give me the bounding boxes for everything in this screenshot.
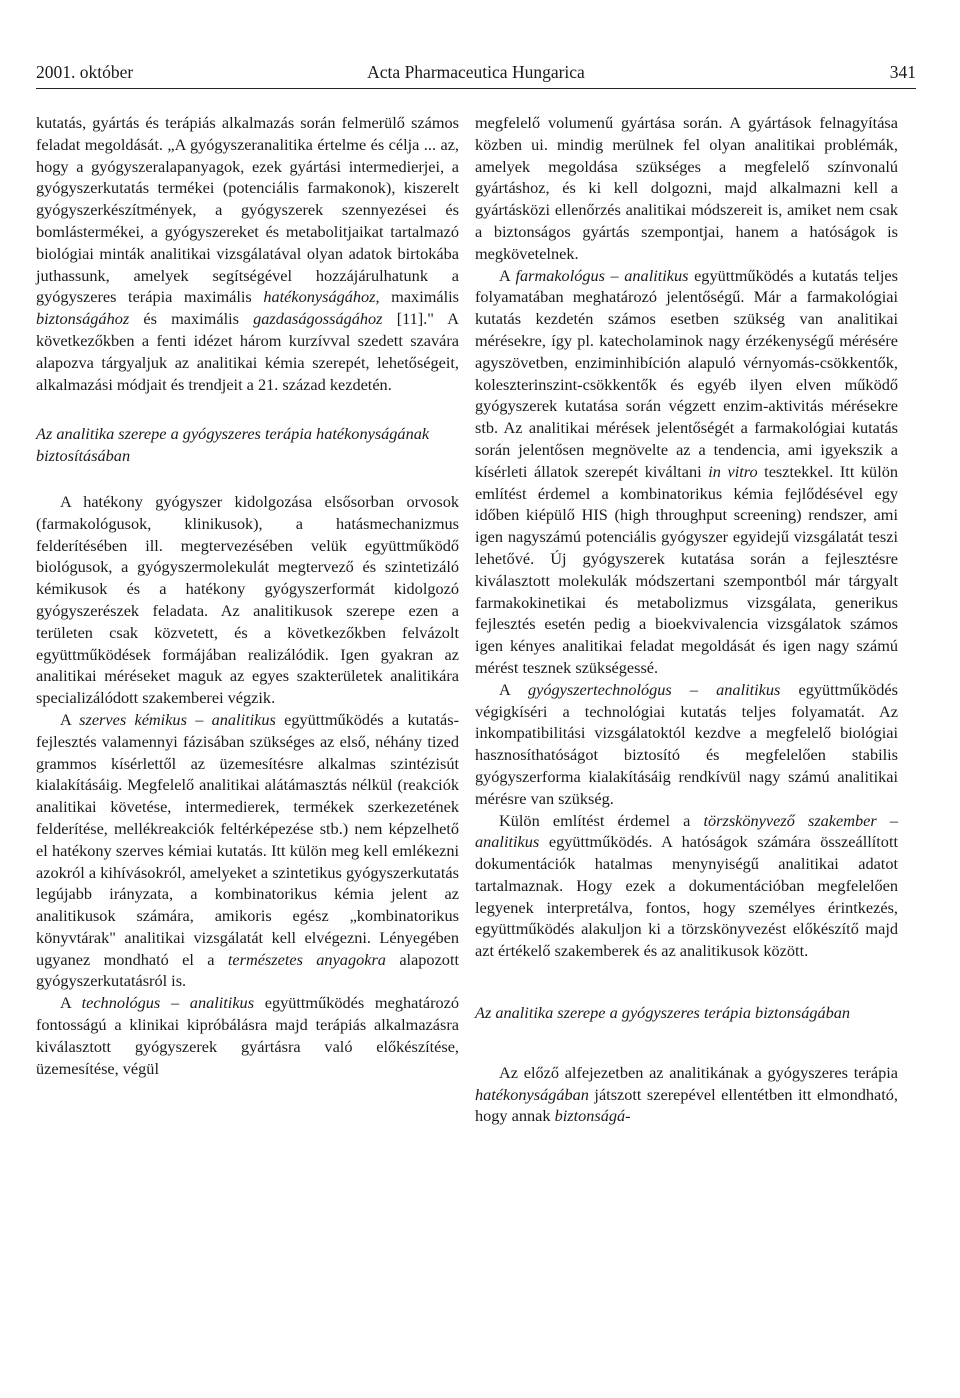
running-header — [36, 62, 916, 88]
paragraph: A gyógyszertechnológus – analitikus együttműködés végigkíséri a technológiai kutatás teljes folyamatát. Az inkompatibilitási vizsgálatoktól kezdve a megfelelő biológiai hasznosíthatóságot biztosító és megfelelően stabilis gyógyszerforma kialakításáig rendkívül nagy számú analitikai mérésre van szükség. — [475, 679, 898, 808]
journal-name: Acta Pharmaceutica Hungarica — [367, 62, 585, 82]
paragraph: A technológus – analitikus együttműködés meghatározó fontosságú a klinikai kipróbálásra majd terápiás alkalmazásra kiválasztott gyógyszerek gyártásra való előkészítése, üzemesítése, végül — [36, 993, 460, 1078]
paragraph: A farmakológus – analitikus együttműködés a kutatás teljes folyamatában meghatározó jelentőségű. Már a farmakológiai kutatás kezdetén számos esetben szükség van analitikai mérésekre, így pl. katecholaminok nagy érzékenységű mérésére agyszövetben, enziminhibíción alapuló vérnyomás-csökkentők, koleszterinszint-csökkentők és egyéb ilyen elven működő gyógyszerek kutatása során végzett enzim-aktivitás mérésekre stb. Az analitikai mérések jelentőségét a farmakológiai kutatás során jelentősen megnövelte az a tendencia, ami igyekszik a kísérleti állatok szerepét kiváltani in vitro tesztekkel. Itt külön említést érdemel a kombinatorikus kémia fejlődésével egy időben kiépülő HIS (high throughput screening) rendszer, ami igen nagyszámú potenciális gyógyszer egyidejű vizsgálatát teszi lehetővé. Új gyógyszerek kutatása során a fejlesztésre kiválasztott molekulák módszertani szempontból már tárgyalt farmakokinetikai és metabolizmus vizsgálata, generikus fejlesztés esetén pedig a bioekvivalencia vizsgálatok számos igen kényes analitikai feladat megoldását és igen nagy számú mérést tesznek szükségessé. — [475, 265, 898, 677]
page-number: 341 — [889, 62, 916, 82]
section-heading: Az analitika szerepe a gyógyszeres terápia hatékonyságának biztosításában — [36, 424, 430, 466]
left-column — [36, 112, 459, 1079]
header-rule — [36, 88, 916, 89]
paragraph: A hatékony gyógyszer kidolgozása elsősorban orvosok (farmakológusok, klinikusok), a hatásmechanizmus felderítésében ill. megtervezésében velük együttműködő biológusok, a gyógyszermolekulát megtervező és szintetizáló kémikusok és a hatékony gyógyszerformát kidolgozó gyógyszerészek feladata. Az analitikusok szerepe ezen a területen csak közvetett, és a következőkben felvázolt együttműködések formájában realizálódik. Igen gyakran az analitikai méréseket maguk az egyes szakterületek analitikára specializálódott szakemberei végzik. — [36, 491, 459, 708]
issue-date: 2001. október — [36, 62, 134, 82]
paragraph: Külön említést érdemel a törzskönyvező szakember – analitikus együttműködés. A hatóságok számára összeállított dokumentációk hatalmas menynyiségű analitikai adatot tartalmaznak. Hogy ezek a dokumentációban megfelelően legyenek interpretálva, fontos, hogy személyes érintkezés, együttműködés alakuljon ki a törzskönyvezést előkészítő majd azt értékelő szakemberek és az analitikusok között. — [475, 810, 898, 961]
paragraph: kutatás, gyártás és terápiás alkalmazás során felmerülő számos feladat megoldását. „A gyógyszeranalitika értelme és célja ... az, hogy a gyógyszeralapanyagok, ezek gyártási intermedierjei, a gyógyszerkutatás termékei (potenciális farmakonok), kiszerelt gyógyszerkészítmények, a gyógyszerek szennyezései és bomlástermékei, a gyógyszereket és metabolitjaikat tartalmazó biológiai minták analitikai vizsgálatával olyan adatok birtokába juthassunk, amelyek segítségével hozzájárulhatunk a gyógyszeres terápia maximális hatékonyságához, maximális biztonságához és maximális gazdaságosságához [11]." A következőkben a fenti idézet három kurzívval szedett szavára alapozva tárgyaljuk az analitikai kémia szerepét, lehetőségeit, alkalmazási módjait és trendjeit a 21. század kezdetén. — [36, 113, 459, 394]
right-column — [475, 112, 898, 1127]
paragraph: Az előző alfejezetben az analitikának a gyógyszeres terápia hatékonyságában játszott szerepével ellentétben itt elmondható, hogy annak biztonságá- — [475, 1062, 898, 1126]
section-heading: Az analitika szerepe a gyógyszeres terápia biztonságában — [475, 1003, 851, 1023]
paragraph: A szerves kémikus – analitikus együttműködés a kutatás-fejlesztés valamennyi fázisában szükséges az első, néhány tized grammos kísérlettől az üzemesítésre alkalmas szintézisút kialakításáig. Megfelelő analitikai alátámasztás nélkül (reakciók analitikai követése, intermedierek, termékek szerkezetének felderítése, mellékreakciók feltérképezése stb.) nem képzelhető el hatékony szerves kémiai kutatás. Itt külön meg kell emlékezni azokról a kihívásokról, amelyeket a szintetikus gyógyszerkutatás legújabb irányzata, a kombinatorikus kémia jelent az analitikusok számára, amikoris egész „kombinatorikus könyvtárak" analitikai vizsgálatát kell elvégezni. Lényegében ugyanez mondható el a természetes anyagokra alapozott gyógyszerkutatásról is. — [36, 709, 459, 991]
paragraph: megfelelő volumenű gyártása során. A gyártások felnagyítása közben ui. mindig merülnek fel olyan analitikai problémák, amelyek megoldása szükséges a megfelelő színvonalú gyártáshoz, és ki kell dolgozni, majd alkalmazni kell a gyártásközi ellenőrzés analitikai módszereit is, amiket nem csak a biztonságos gyártás szempontjai, hanem a hatóságok is megkövetelnek. — [475, 113, 898, 263]
